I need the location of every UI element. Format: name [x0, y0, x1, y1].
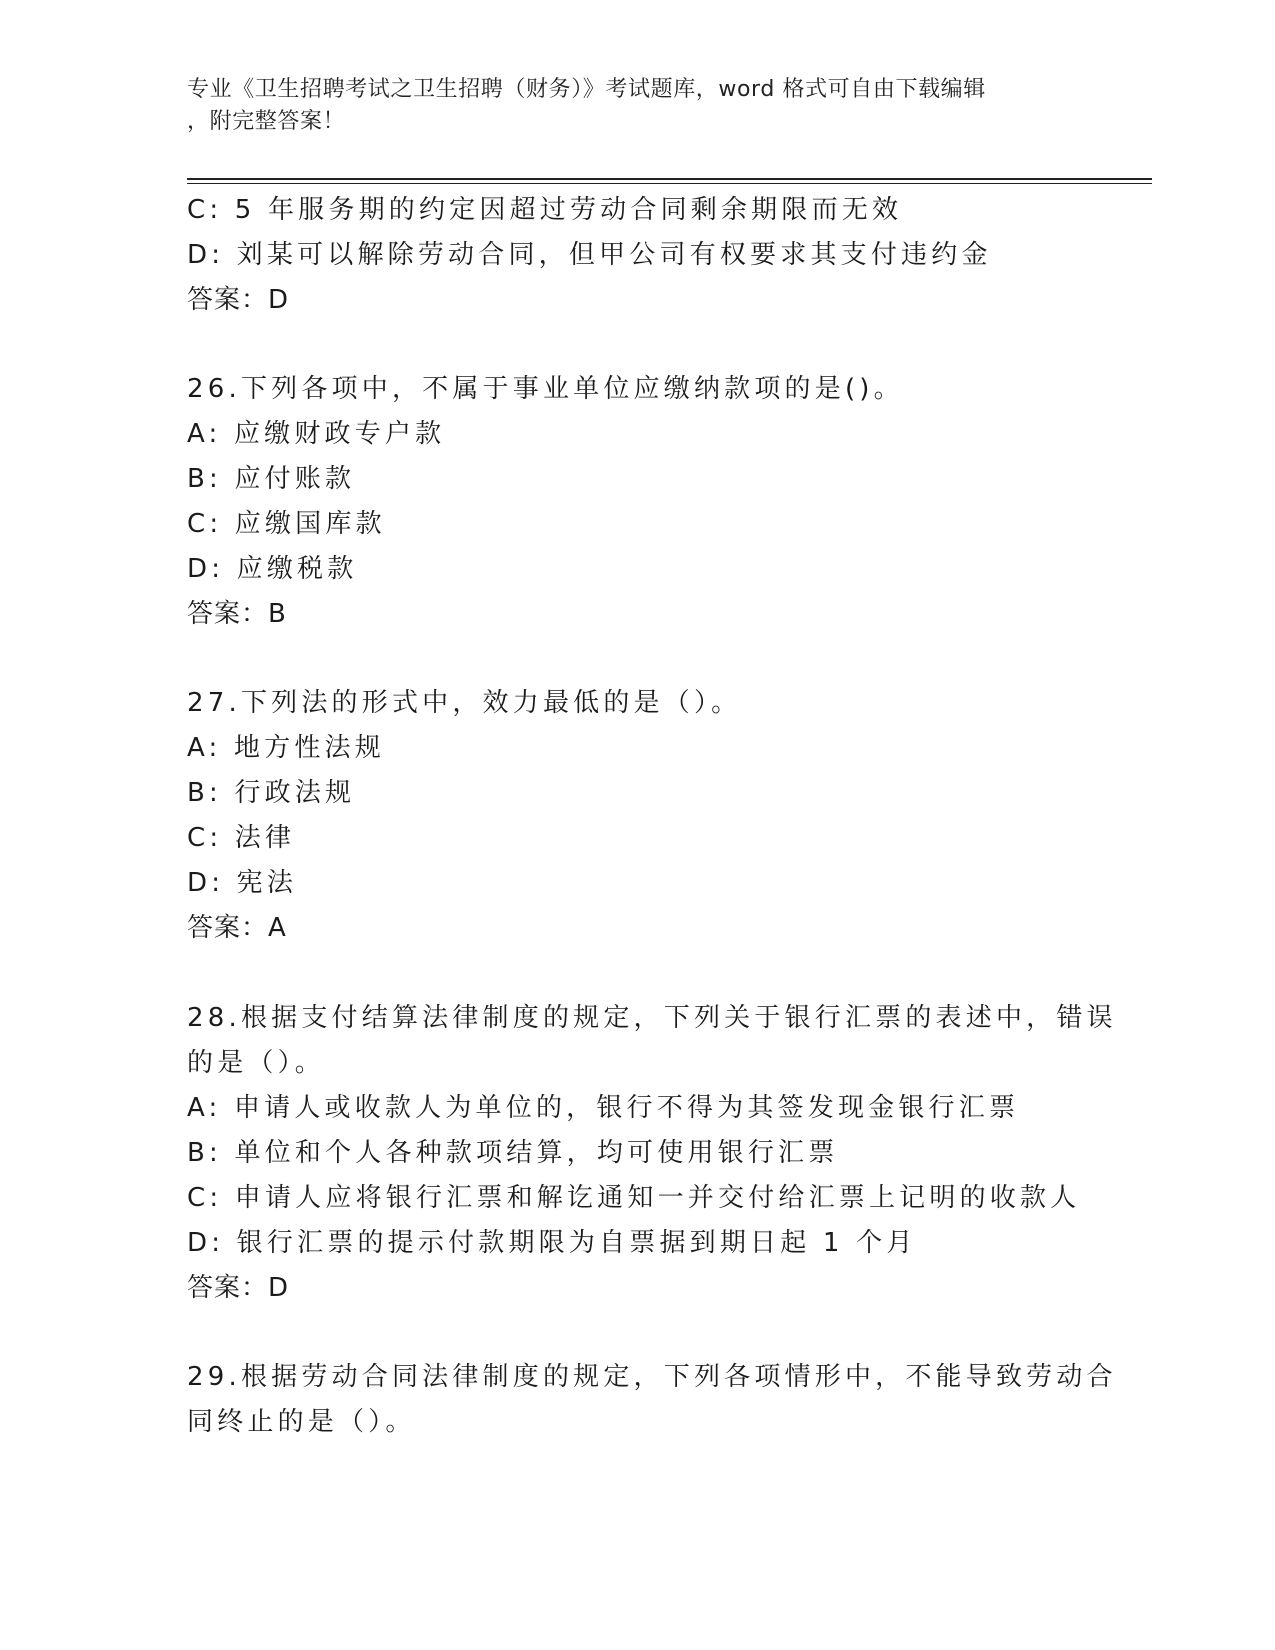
- q27-option-a: A: 地方性法规: [187, 733, 385, 763]
- q28-option-d: D: 银行汇票的提示付款期限为自票据到期日起 1 个月: [187, 1228, 917, 1258]
- q27-answer: 答案：A: [187, 913, 287, 943]
- q27-question: 27.下列法的形式中，效力最低的是（）。: [187, 688, 742, 718]
- q28-question-line-1: 28.根据支付结算法律制度的规定，下列关于银行汇票的表述中，错误: [187, 1003, 1117, 1033]
- q29-question-line-1: 29.根据劳动合同法律制度的规定，下列各项情形中，不能导致劳动合: [187, 1362, 1117, 1392]
- q26-question: 26.下列各项中，不属于事业单位应缴纳款项的是()。: [187, 374, 904, 404]
- q27-option-b: B: 行政法规: [187, 778, 356, 808]
- q27-option-d: D: 宪法: [187, 868, 298, 898]
- q26-answer: 答案：B: [187, 599, 287, 629]
- q28-option-b: B: 单位和个人各种款项结算，均可使用银行汇票: [187, 1138, 839, 1168]
- q28-option-a: A: 申请人或收款人为单位的，银行不得为其签发现金银行汇票: [187, 1093, 1020, 1123]
- header-divider: [187, 178, 1152, 180]
- prev-option-c: C: 5 年服务期的约定因超过劳动合同剩余期限而无效: [187, 195, 903, 225]
- q26-option-d: D: 应缴税款: [187, 554, 358, 584]
- q26-option-c: C: 应缴国库款: [187, 509, 386, 539]
- q29-question-line-2: 同终止的是（）。: [187, 1407, 416, 1437]
- prev-answer: 答案：D: [187, 285, 290, 315]
- prev-option-d: D: 刘某可以解除劳动合同，但甲公司有权要求其支付违约金: [187, 240, 992, 270]
- header-divider-thin: [187, 183, 1152, 184]
- document-header: [187, 74, 1067, 138]
- q27-option-c: C: 法律: [187, 823, 296, 853]
- q26-option-a: A: 应缴财政专户款: [187, 419, 446, 449]
- q28-answer: 答案：D: [187, 1273, 290, 1303]
- q28-option-c: C: 申请人应将银行汇票和解讫通知一并交付给汇票上记明的收款人: [187, 1183, 1081, 1213]
- header-title-line-2: ，附完整答案！: [187, 109, 346, 134]
- header-title-line-1: 专业《卫生招聘考试之卫生招聘（财务）》考试题库，word 格式可自由下载编辑: [187, 77, 986, 102]
- q26-option-b: B: 应付账款: [187, 464, 356, 494]
- q28-question-line-2: 的是（）。: [187, 1048, 326, 1078]
